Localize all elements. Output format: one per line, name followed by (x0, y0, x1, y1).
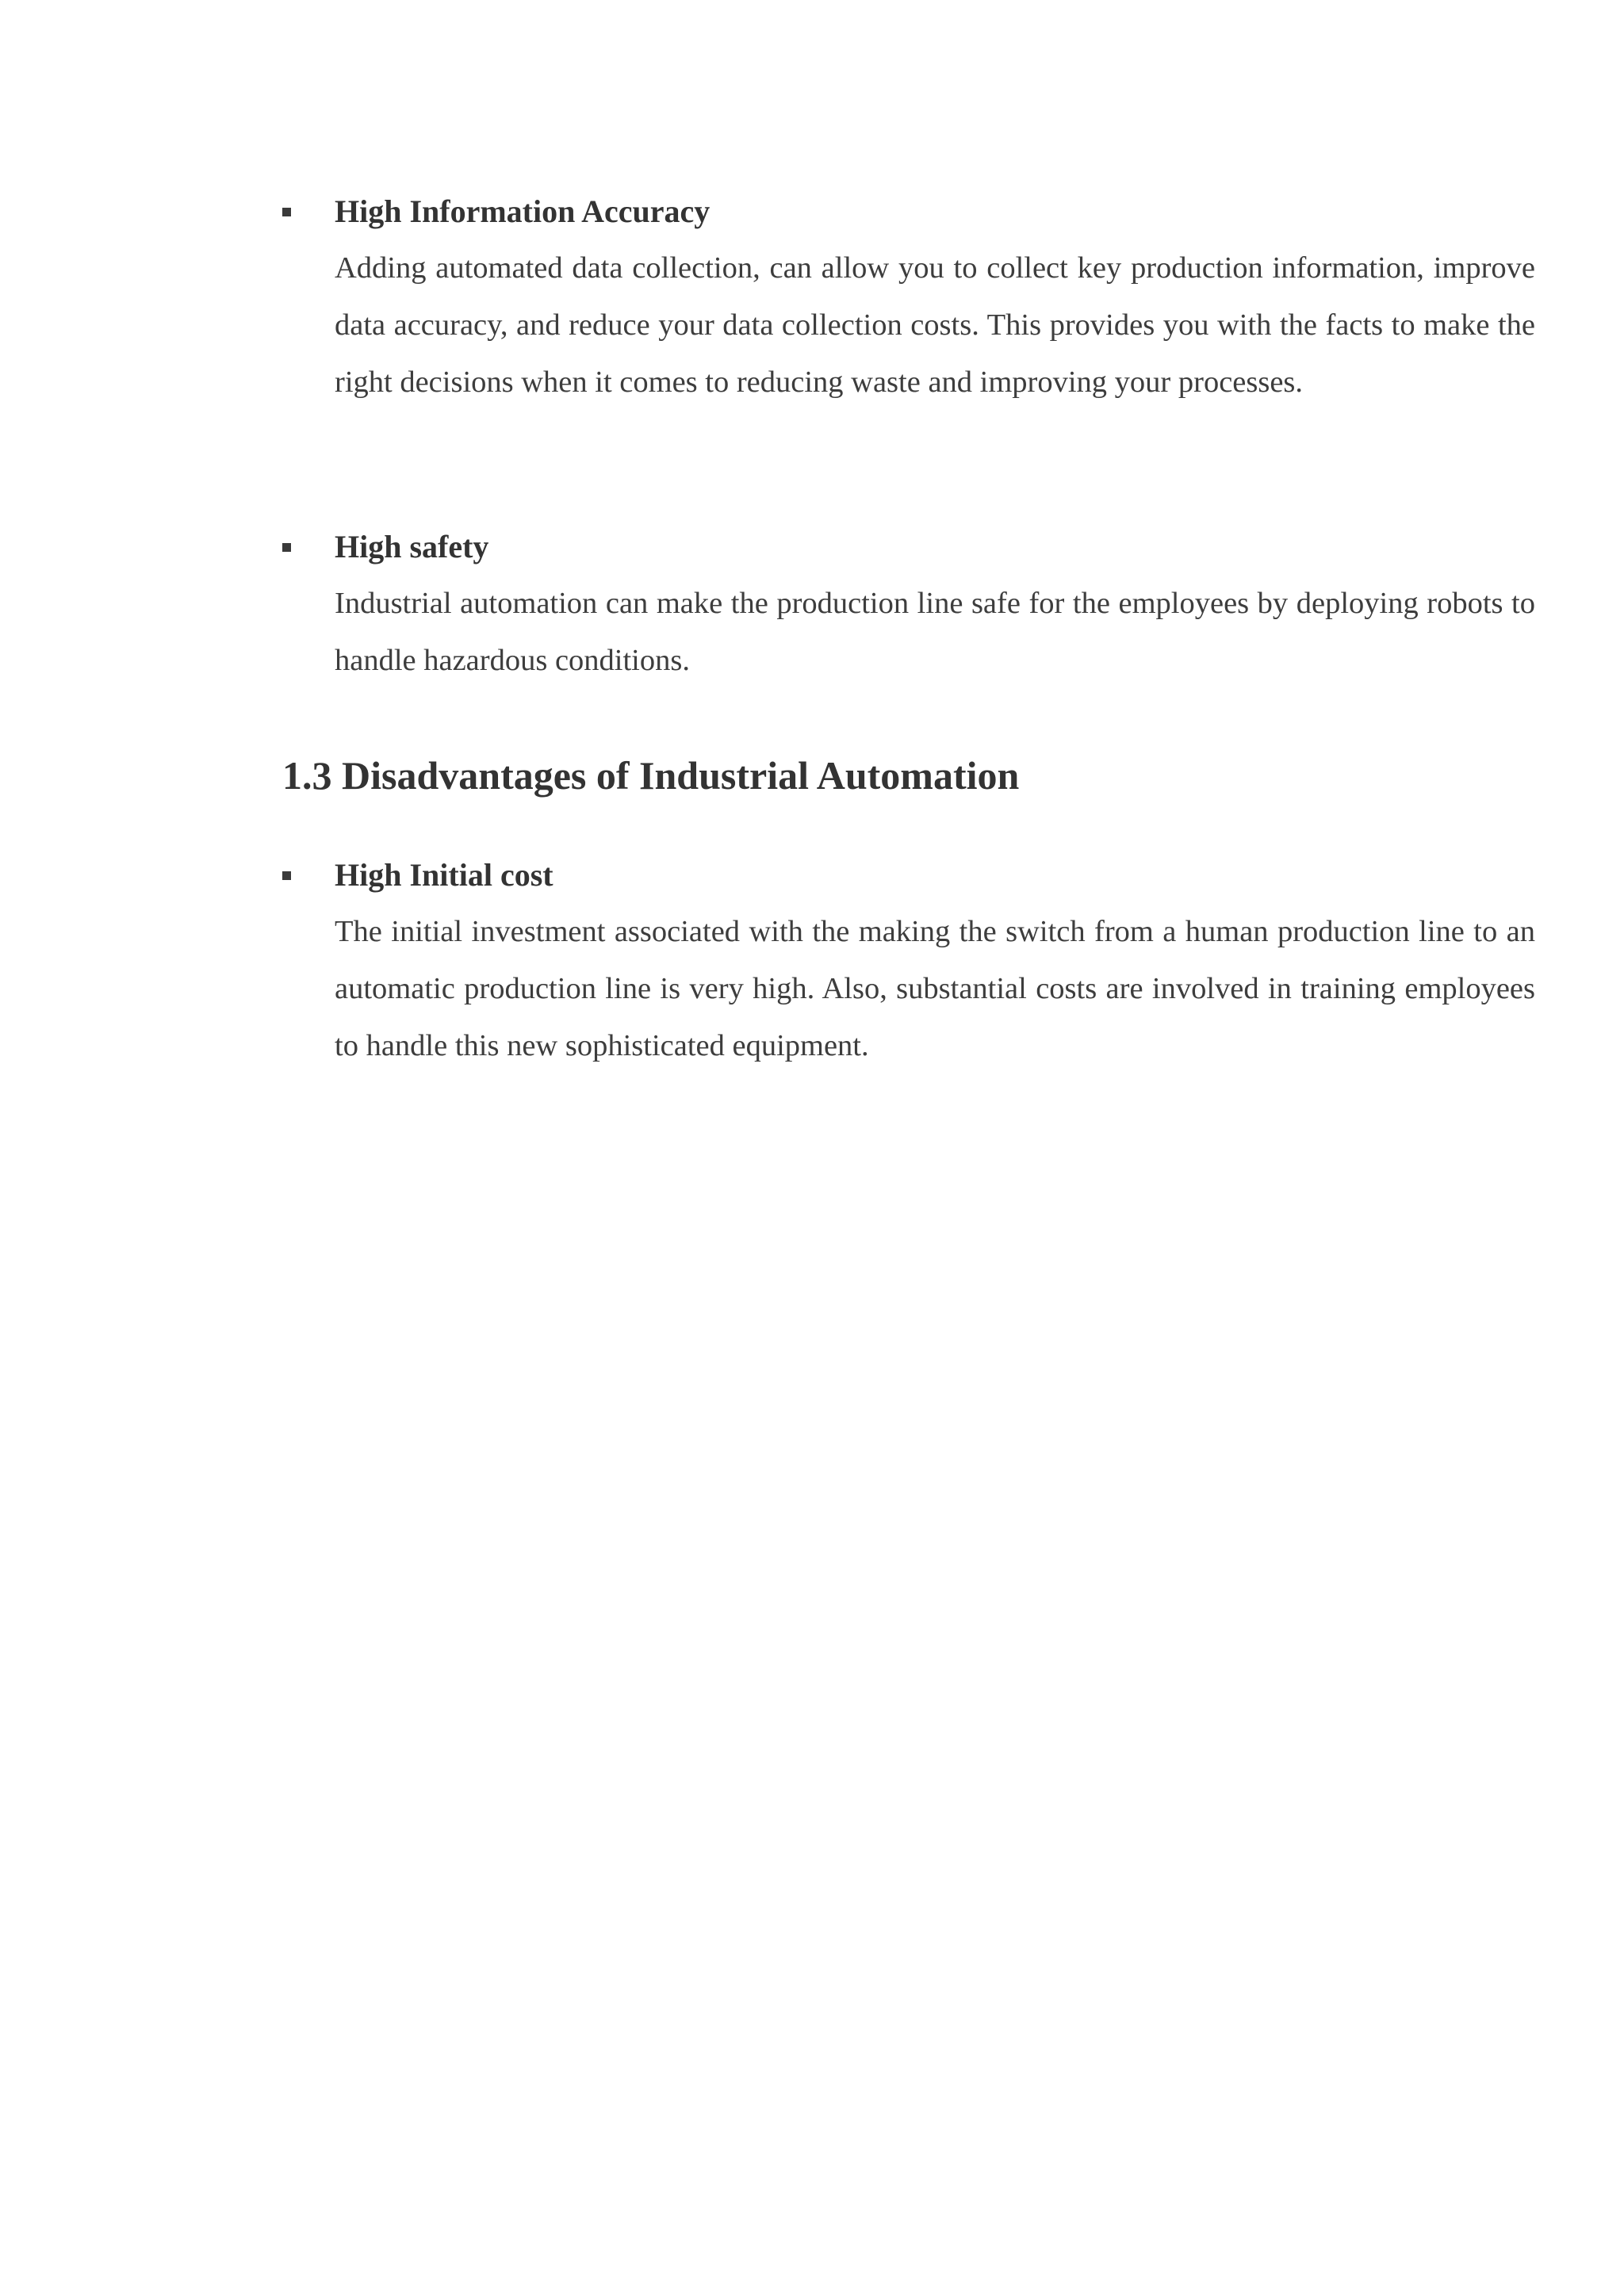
bullet-paragraph: The initial investment associated with the making the switch from a human production line to an automatic production line is very high. Also, substantial costs are involved in training employees to handle this new sophisticated equipment. (335, 915, 1535, 1062)
bullet-heading-row (282, 192, 1535, 239)
section-heading: 1.3 Disadvantages of Industrial Automation (282, 753, 1020, 798)
bullet-title: High Initial cost (335, 857, 553, 893)
bullet-item-high-initial-cost (282, 855, 1535, 1074)
bullet-title: High safety (335, 529, 489, 564)
bullet-item-high-information-accuracy (282, 192, 1535, 411)
bullet-heading-row (282, 855, 1535, 903)
square-bullet-icon (282, 208, 291, 216)
bullet-paragraph: Adding automated data collection, can allow you to collect key production information, improve data accuracy, and reduce your data collection costs. This provides you with the facts to make the right decisions when it comes to reducing waste and improving your processes. (335, 251, 1535, 399)
bullet-title: High Information Accuracy (335, 193, 710, 229)
bullet-item-high-safety (282, 527, 1535, 689)
square-bullet-icon (282, 543, 291, 552)
bullet-paragraph: Industrial automation can make the production line safe for the employees by deploying robots to handle hazardous conditions. (335, 587, 1535, 677)
bullet-heading-row (282, 527, 1535, 575)
square-bullet-icon (282, 871, 291, 880)
